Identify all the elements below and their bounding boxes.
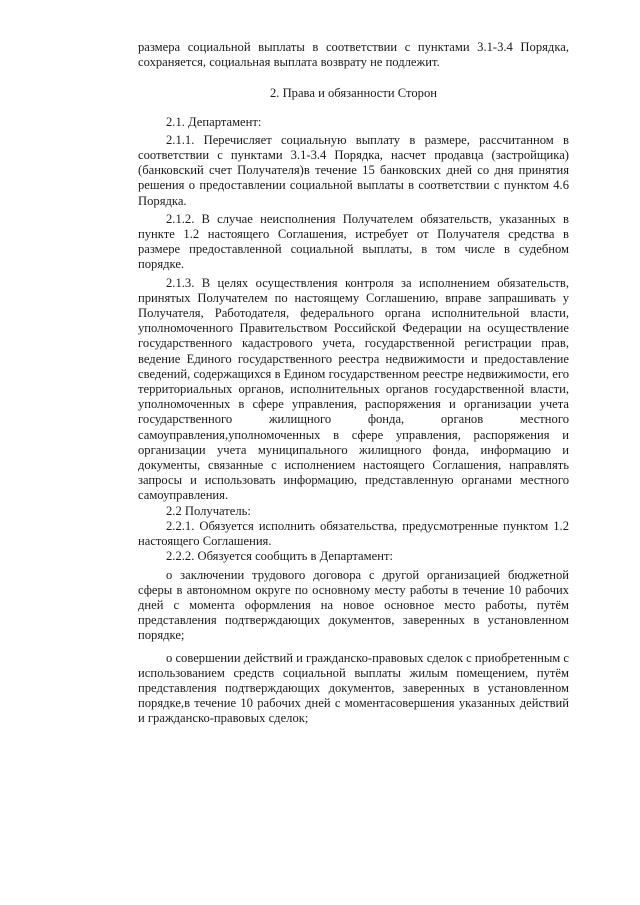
clause-2-2-1: 2.2.1. Обязуется исполнить обязательства, предусмотренные пунктом 1.2 настоящего Соглашения. xyxy=(138,518,569,549)
section-title: 2. Права и обязанности Сторон xyxy=(269,86,437,101)
clause-2-1-3: 2.1.3. В целях осуществления контроля за исполнением обязательств, принятых Получателем по настоящему Соглашению, вправе запрашивать у Получателя, Работодателя, федерального органа исполнительной власти, уполномоченного Правительством Российской Федерации на осуществление государственного кадастрового учета, государственной регистрации прав, ведение Единого государственного реестра недвижимости и предоставление сведений, содержащихся в Едином государственном реестре недвижимости, его территориальных органов, исполнительных органов государственной власти, уполномоченных в сфере управления, распоряжения и организации учета государственного жилищного фонда, органов местного самоуправления,уполномоченных в сфере управления, распоряжения и организации учета муниципального жилищного фонда, информацию и документы, связанные с исполнением настоящего Соглашения, направлять запросы и использовать информацию, представленную органами местного самоуправления. xyxy=(138,275,569,503)
clause-2-2-2: 2.2.2. Обязуется сообщить в Департамент: xyxy=(166,549,393,564)
clause-2-2: 2.2 Получатель: xyxy=(166,503,251,518)
clause-2-1: 2.1. Департамент: xyxy=(166,114,262,129)
list-item: о совершении действий и гражданско-правовых сделок с приобретенным с использованием средств социальной выплаты жилым помещением, путём представления подтверждающих документов, заверенных в установленном порядке,в течение 10 рабочих дней с моментасовершения указанных действий и гражданско-правовых сделок; xyxy=(138,650,570,726)
clause-2-1-1: 2.1.1. Перечисляет социальную выплату в размере, рассчитанном в соответствии с пунктами 3.1-3.4 Порядка, насчет продавца (застройщика) (банковский счет Получателя)в течение 15 банковских дней со дня принятия решения о предоставлении социальной выплаты в соответствии с пунктом 4.6 Порядка. xyxy=(138,132,569,208)
intro-paragraph: размера социальной выплаты в соответствии с пунктами 3.1-3.4 Порядка, сохраняется, социальная выплата возврату не подлежит. xyxy=(138,40,569,70)
list-item: о заключении трудового договора с другой организацией бюджетной сферы в автономном округе по основному месту работы в течение 10 рабочих дней с момента оформления на новое основное место работы, путём представления подтверждающих документов, заверенных в установленном порядке; xyxy=(138,567,569,643)
clause-2-1-2: 2.1.2. В случае неисполнения Получателем обязательств, указанных в пункте 1.2 настоящего Соглашения, истребует от Получателя средства в размере предоставленной социальной выплаты, в том числе в судебном порядке. xyxy=(138,211,569,272)
document-text xyxy=(138,40,569,727)
